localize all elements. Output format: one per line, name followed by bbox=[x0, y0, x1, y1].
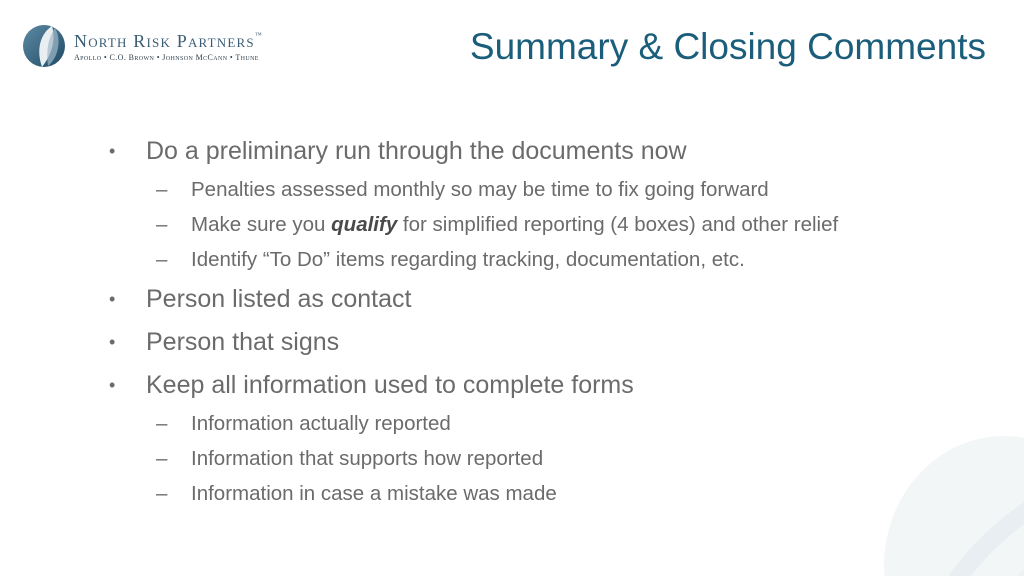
bullet-item bbox=[102, 323, 982, 366]
logo-company-name: North Risk Partners™ bbox=[74, 31, 262, 51]
sub-bullet-item bbox=[102, 444, 982, 479]
logo-subtitle: Apollo • C.O. Brown • Johnson McCann • Thune bbox=[74, 53, 259, 62]
emphasis-text: qualify bbox=[331, 213, 398, 236]
bullet-marker: • bbox=[109, 289, 116, 309]
sub-bullet-text: Identify “To Do” items regarding tracking, documentation, etc. bbox=[191, 248, 745, 271]
dash-marker: – bbox=[156, 248, 168, 271]
bullet-text: Do a preliminary run through the documents now bbox=[146, 137, 687, 165]
bullet-text: Person listed as contact bbox=[146, 285, 412, 313]
dash-marker: – bbox=[156, 447, 168, 470]
sub-bullet-text-post: for simplified reporting (4 boxes) and other relief bbox=[397, 213, 839, 236]
decorative-swoosh bbox=[854, 416, 1024, 576]
dash-marker: – bbox=[156, 412, 168, 435]
globe-logo-icon bbox=[22, 24, 66, 68]
dash-marker: – bbox=[156, 482, 168, 505]
slide-title: Summary & Closing Comments bbox=[469, 26, 986, 67]
bullet-item bbox=[102, 132, 982, 175]
bullet-marker: • bbox=[109, 332, 116, 352]
sub-bullet-item bbox=[102, 175, 982, 210]
bullet-marker: • bbox=[109, 375, 116, 395]
sub-bullet-text: Information that supports how reported bbox=[191, 447, 544, 470]
bullet-text: Person that signs bbox=[146, 328, 340, 356]
sub-bullet-text-pre: Make sure you bbox=[191, 213, 332, 236]
dash-marker: – bbox=[156, 213, 168, 236]
bullet-list bbox=[102, 132, 982, 514]
sub-bullet-item bbox=[102, 210, 982, 245]
sub-bullet-item bbox=[102, 479, 982, 514]
bullet-marker: • bbox=[109, 141, 116, 161]
bullet-item bbox=[102, 366, 982, 409]
dash-marker: – bbox=[156, 178, 168, 201]
sub-bullet-text: Information actually reported bbox=[191, 412, 451, 435]
sub-bullet-text: Information in case a mistake was made bbox=[191, 482, 557, 505]
sub-bullet-item bbox=[102, 409, 982, 444]
company-logo bbox=[22, 24, 312, 70]
sub-bullet-item bbox=[102, 245, 982, 280]
sub-bullet-text: Penalties assessed monthly so may be time to fix going forward bbox=[191, 178, 769, 201]
bullet-text: Keep all information used to complete forms bbox=[146, 371, 634, 399]
bullet-item bbox=[102, 280, 982, 323]
